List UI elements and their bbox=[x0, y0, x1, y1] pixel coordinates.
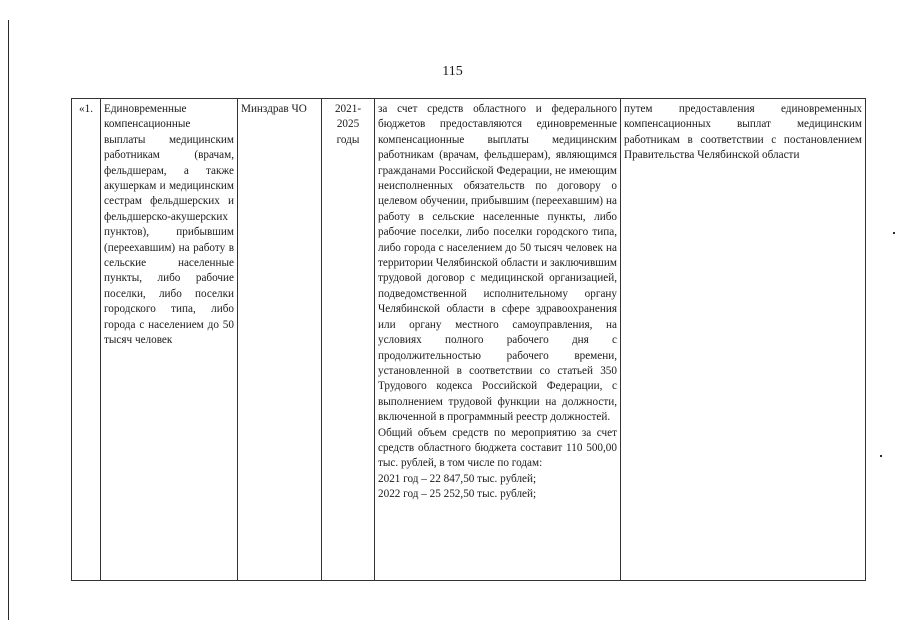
measures-table bbox=[71, 98, 866, 581]
event-name-cell bbox=[101, 99, 238, 581]
period: 2021-2025 годы bbox=[334, 103, 362, 146]
result-cell bbox=[621, 99, 866, 581]
executor-cell bbox=[238, 99, 322, 581]
row-number: «1. bbox=[79, 103, 93, 115]
funding-year-2022: 2022 год – 25 252,50 тыс. рублей; bbox=[378, 488, 537, 501]
funding-year-2021: 2021 год – 22 847,50 тыс. рублей; bbox=[378, 472, 537, 485]
table-row bbox=[72, 99, 866, 581]
funding-total-paragraph: Общий объем средств по мероприятию за счет средств областного бюджета составит 110 500,00 тыс. рублей, в том числе по годам: bbox=[378, 426, 617, 470]
result-text: путем предоставления единовременных компенсационных выплат медицинским работникам в соответствии с постановлением Правительства Челябинской области bbox=[624, 103, 862, 162]
executor: Минздрав ЧО bbox=[241, 103, 307, 115]
row-number-cell bbox=[72, 99, 101, 581]
scan-edge-line bbox=[8, 20, 9, 620]
page-number: 115 bbox=[442, 64, 463, 79]
description-cell bbox=[375, 99, 621, 581]
event-name: Единовременные компенсационные выплаты медицинским работникам (врачам, фельдшерам, а также акушеркам и медицинским сестрам фельдшерских и фельдшерско-акушерских пунктов), прибывшим (переехавшим) на работу в сельские населенные пункты, либо рабочие поселки, либо поселки городского типа, либо города с населением до 50 тысяч человек bbox=[104, 103, 234, 347]
scan-speck bbox=[880, 455, 882, 457]
period-cell bbox=[322, 99, 375, 581]
scan-speck bbox=[893, 232, 895, 234]
description-paragraph: за счет средств областного и федерального бюджетов предоставляются единовременные компенсационные выплаты медицинским работникам (врачам, фельдшерам), являющимся гражданами Российской Федерации, не имеющим неисполненных обязательств по договору о целевом обучении, прибывшим (переехавшим) на работу в сельские населенные пункты, либо рабочие поселки, либо поселки городского типа, либо города с населением до 50 тысяч человек на территории Челябинской области и заключившим трудовой договор с медицинской организацией, подведомственной исполнительному органу Челябинской области в сфере здравоохранения или органу местного самоуправления, на условиях полного рабочего дня с продолжительностью рабочего времени, установленной в соответствии со статьей 350 Трудового кодекса Российской Федерации, с выполнением трудовой функции на должности, включенной в программный реестр должностей. bbox=[378, 103, 617, 424]
